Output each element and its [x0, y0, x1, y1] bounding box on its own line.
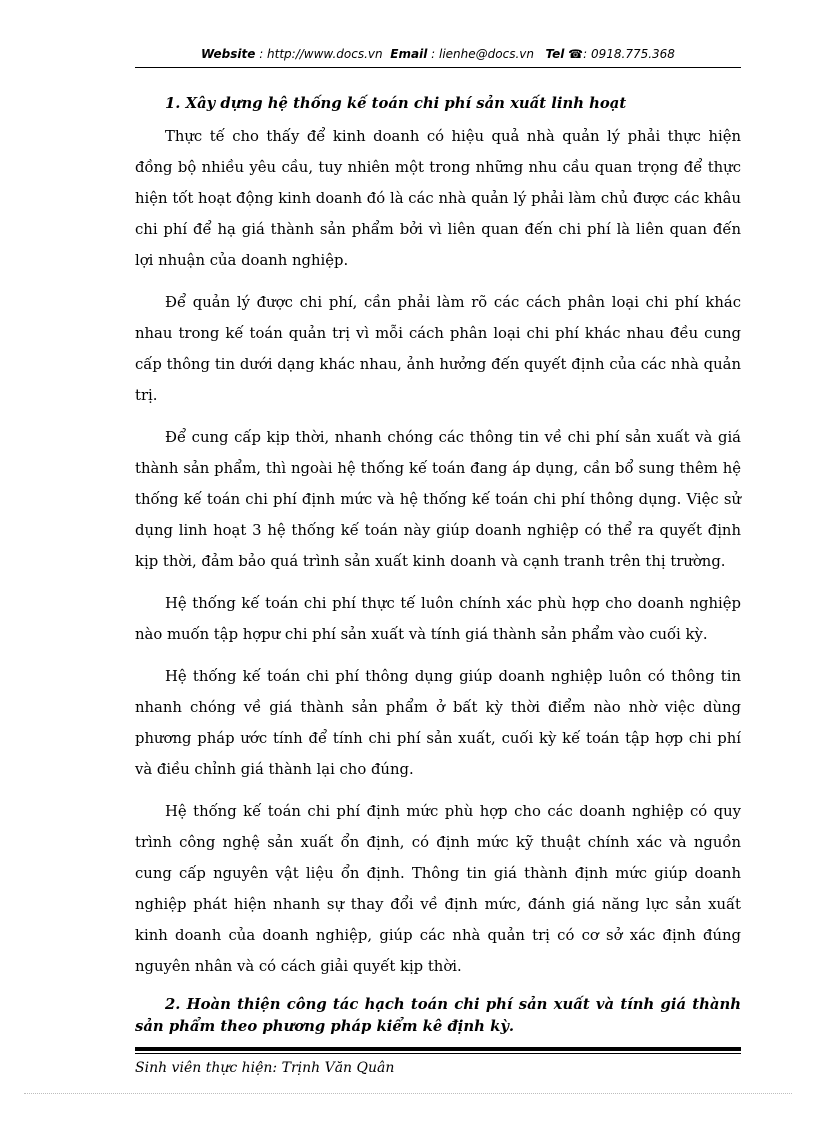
section-2-heading: 2. Hoàn thiện công tác hạch toán chi phí sản xuất và tính giá thành sản phẩm theo phương pháp kiểm kê định kỳ.	[135, 996, 741, 1035]
website-label: Website	[201, 47, 256, 61]
phone-icon: ☎	[568, 47, 584, 61]
footer-thin-divider	[135, 1053, 741, 1054]
page-header	[135, 47, 741, 61]
paragraph-4: Hệ thống kế toán chi phí thực tế luôn chính xác phù hợp cho doanh nghiệp nào muốn tập hợpư chi phí sản xuất và tính giá thành sản phẩm vào cuối kỳ.	[135, 595, 741, 643]
document-body	[135, 88, 741, 1053]
email-label: Email	[390, 47, 428, 61]
paragraph-6: Hệ thống kế toán chi phí định mức phù hợp cho các doanh nghiệp có quy trình công nghệ sản xuất ổn định, có định mức kỹ thuật chính xác và nguồn cung cấp nguyên vật liệu ổn định. Thông tin giá thành định mức giúp doanh nghiệp phát hiện nhanh sự thay đổi về định mức, đánh giá năng lực sản xuất kinh doanh của doanh nghiệp, giúp các nhà quản trị có cơ sở xác định đúng nguyên nhân và có cách giải quyết kịp thời.	[135, 803, 741, 975]
paragraph-3: Để cung cấp kịp thời, nhanh chóng các thông tin về chi phí sản xuất và giá thành sản phẩm, thì ngoài hệ thống kế toán đang áp dụng, cần bổ sung thêm hệ thống kế toán chi phí định mức và hệ thống kế toán chi phí thông dụng. Việc sử dụng linh hoạt 3 hệ thống kế toán này giúp doanh nghiệp có thể ra quyết định kịp thời, đảm bảo quá trình sản xuất kinh doanh và cạnh tranh trên thị trường.	[135, 429, 741, 570]
footer-thick-divider	[135, 1047, 741, 1051]
section-1-heading: 1. Xây dựng hệ thống kế toán chi phí sản xuất linh hoạt	[165, 95, 627, 112]
website-value[interactable]: : http://www.docs.vn	[259, 47, 383, 61]
header-divider	[135, 67, 741, 68]
tel-value: : 0918.775.368	[583, 47, 675, 61]
page-bottom-border	[24, 1093, 792, 1094]
paragraph-5: Hệ thống kế toán chi phí thông dụng giúp doanh nghiệp luôn có thông tin nhanh chóng về giá thành sản phẩm ở bất kỳ thời điểm nào nhờ việc dùng phương pháp ước tính để tính chi phí sản xuất, cuối kỳ kế toán tập hợp chi phí và điều chỉnh giá thành lại cho đúng.	[135, 668, 741, 778]
footer-student: Sinh viên thực hiện: Trịnh Văn Quân	[135, 1060, 395, 1076]
email-value[interactable]: : lienhe@docs.vn	[431, 47, 534, 61]
paragraph-1: Thực tế cho thấy để kinh doanh có hiệu quả nhà quản lý phải thực hiện đồng bộ nhiều yêu cầu, tuy nhiên một trong những nhu cầu quan trọng để thực hiện tốt hoạt động kinh doanh đó là các nhà quản lý phải làm chủ được các khâu chi phí để hạ giá thành sản phẩm bởi vì liên quan đến chi phí là liên quan đến lợi nhuận của doanh nghiệp.	[135, 128, 741, 269]
paragraph-2: Để quản lý được chi phí, cần phải làm rõ các cách phân loại chi phí khác nhau trong kế toán quản trị vì mỗi cách phân loại chi phí khác nhau đều cung cấp thông tin dưới dạng khác nhau, ảnh hưởng đến quyết định của các nhà quản trị.	[135, 294, 741, 404]
tel-label: Tel	[545, 47, 565, 61]
